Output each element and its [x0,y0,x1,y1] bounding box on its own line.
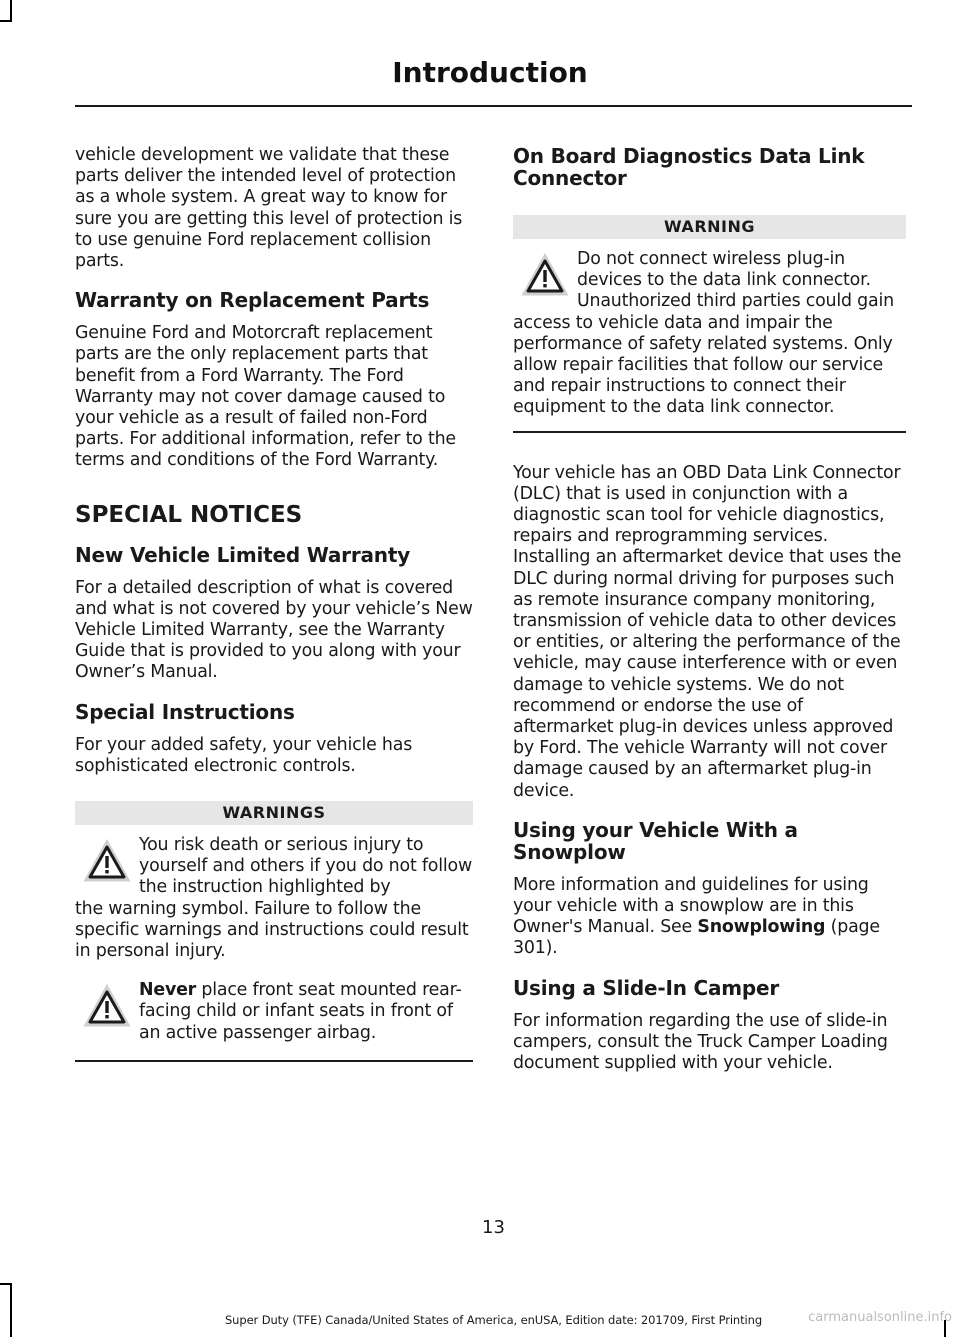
watermark: carmanualsonline.info [808,1310,952,1325]
paragraph-collision-parts: vehicle development we validate that these parts deliver the intended level of protection as a whole system. A great way to know for sure you are getting this level of protection is to use genuine Ford replacement collision parts. [75,145,463,272]
warning-text-body: place front seat mounted rear-facing child or infant seats in front of an active passenger airbag. [139,980,462,1043]
paragraph-electronic-controls: For your added safety, your vehicle has sophisticated electronic controls. [75,734,413,776]
paragraph-snowplow: More information and guidelines for using your vehicle with a snowplow are in this Owner's Manual. See Snowplowing (page 301). [513,874,880,959]
header-rule [75,105,912,107]
crop-mark [10,0,12,22]
heading-special-instructions: Special Instructions [75,699,295,724]
warning-emphasis: Never [139,980,197,1001]
crop-mark [0,20,12,22]
warning-triangle-icon [83,984,131,1028]
left-column [75,145,473,1084]
warning-item [513,249,906,419]
warning-block [513,215,906,433]
crop-mark [10,1283,12,1337]
paragraph-obd-description: Your vehicle has an OBD Data Link Connector (DLC) that is used in conjunction with a diagnostic scan tool for vehicle diagnostics, repairs and reprogramming services. Installing an aftermarket device that uses the DLC during normal driving for purposes such as remote insurance company monitoring, transmission of vehicle data to other devices or entities, or altering the performance of the vehicle, may cause interference with or even damage to vehicle systems. We do not recommend or endorse the use of aftermarket plug-in devices unless approved by Ford. The vehicle Warranty will not cover damage caused by an aftermarket plug-in device. [513,462,902,801]
paragraph-genuine-parts: Genuine Ford and Motorcraft replacement parts are the only replacement parts that benefit from a Ford Warranty. The Ford Warranty may not cover damage caused to your vehicle as a result of failed non-Ford parts. For additional information, refer to the terms and conditions of the Ford Warranty. [75,323,456,471]
warnings-label: WARNINGS [75,801,473,825]
warning-text-lead: Do not connect wireless plug-in devices to the data link connector. Unauthorized third parties could gain [577,249,894,312]
warning-text-lead: You risk death or serious injury to yourself and others if you do not follow the instruction highlighted by [139,835,472,898]
warning-text-rest: access to vehicle data and impair the performance of safety related systems. Only allow repair facilities that follow our service and repair instructions to connect their equipment to the data link connector. [513,312,893,418]
warning-label: WARNING [513,215,906,239]
heading-special-notices: SPECIAL NOTICES [75,501,303,528]
right-column [513,145,906,1091]
heading-obd-connector: On Board Diagnostics Data Link Connector [513,144,865,190]
warning-item [75,980,473,1044]
warning-triangle-icon [521,253,569,297]
warning-text [75,980,473,1044]
crop-mark [0,1283,12,1285]
paragraph-slide-in-camper: For information regarding the use of slide-in campers, consult the Truck Camper Loading document supplied with your vehicle. [513,1010,888,1074]
footer-edition-info: Super Duty (TFE) Canada/United States of America, enUSA, Edition date: 201709, First Printing [224,1313,763,1327]
page-title: Introduction [392,56,588,89]
warning-text [75,835,473,962]
warning-text-rest: the warning symbol. Failure to follow the specific warnings and instructions could result in personal injury. [75,898,469,962]
snowplowing-link[interactable]: Snowplowing [697,917,826,938]
warning-triangle-icon [83,839,131,883]
heading-snowplow: Using your Vehicle With a Snowplow [513,817,798,864]
warnings-block [75,801,473,1062]
page-number: 13 [482,1217,505,1238]
heading-new-vehicle-limited-warranty: New Vehicle Limited Warranty [75,542,411,567]
heading-slide-in-camper: Using a Slide-In Camper [513,975,780,1000]
paragraph-warranty-guide: For a detailed description of what is covered and what is not covered by your vehicle’s New Vehicle Limited Warranty, see the Warranty Guide that is provided to you along with your Owner’s Manual. [75,577,473,683]
warning-item [75,835,473,962]
warning-text [513,249,906,419]
heading-warranty-replacement-parts: Warranty on Replacement Parts [75,288,430,313]
